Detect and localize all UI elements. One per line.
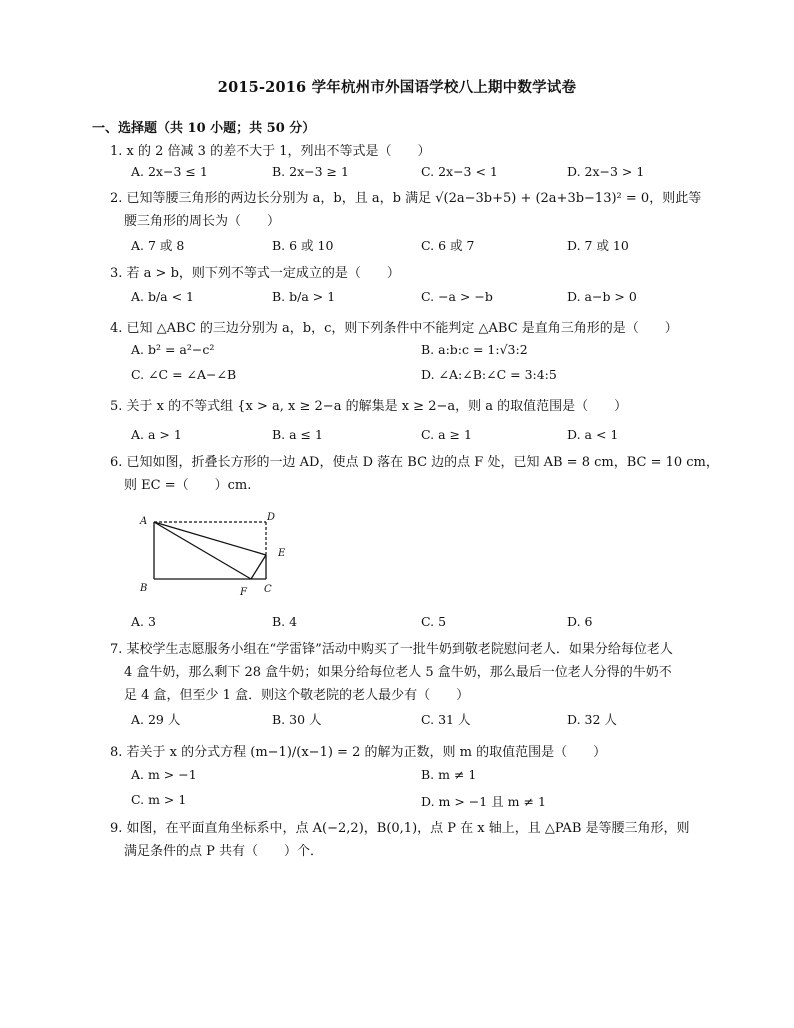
question-3-options (131, 289, 691, 311)
question-1 (110, 140, 710, 163)
question-2-options (131, 236, 691, 258)
question-7-text-line2: 4 盒牛奶，那么剩下 28 盒牛奶；如果分给每位老人 5 盒牛奶，那么最后一位老人分得的牛奶不 (124, 665, 672, 680)
q4-option-a: A. b² = a²−c² (131, 342, 215, 357)
q3-option-b: B. b/a > 1 (272, 289, 336, 304)
question-8 (110, 741, 710, 764)
q1-option-d: D. 2x−3 > 1 (567, 164, 645, 179)
q5-option-b: B. a ≤ 1 (272, 427, 323, 442)
q8-option-c: C. m > 1 (131, 792, 187, 807)
q5-option-a: A. a > 1 (131, 427, 182, 442)
question-7-text-line1: 7. 某校学生志愿服务小组在“学雷锋”活动中购买了一批牛奶到敬老院慰问老人．如果分给每位老人 (110, 642, 673, 657)
question-6 (110, 451, 719, 497)
question-3-text: 3. 若 a > b，则下列不等式一定成立的是（ ） (110, 266, 400, 281)
segment-af (154, 522, 251, 579)
label-e: E (278, 548, 286, 559)
q5-option-c: C. a ≥ 1 (421, 427, 472, 442)
q7-option-a: A. 29 人 (131, 712, 181, 727)
q7-option-b: B. 30 人 (272, 712, 322, 727)
question-7 (110, 638, 710, 707)
question-3 (110, 262, 710, 285)
question-7-options (131, 710, 691, 732)
q6-option-a: A. 3 (131, 614, 156, 629)
question-6-options (131, 614, 691, 636)
question-5-options (131, 427, 691, 449)
q1-option-a: A. 2x−3 ≤ 1 (131, 164, 208, 179)
question-6-text-line1: 6. 已知如图，折叠长方形的一边 AD，使点 D 落在 BC 边的点 F 处，已知 AB = 8 cm，BC = 10 cm， (110, 455, 719, 470)
question-4-options-row1 (131, 342, 691, 364)
question-9-text-line1: 9. 如图，在平面直角坐标系中，点 A(−2,2)，B(0,1)，点 P 在 x 轴上，且 △PAB 是等腰三角形，则 (110, 821, 690, 836)
question-2-text-line2: 腰三角形的周长为（ ） (124, 214, 281, 229)
q4-option-c: C. ∠C = ∠A−∠B (131, 367, 237, 382)
question-8-text: 8. 若关于 x 的分式方程 (m−1)/(x−1) = 2 的解为正数，则 m 的取值范围是（ ） (110, 745, 607, 760)
question-4-text: 4. 已知 △ABC 的三边分别为 a，b，c，则下列条件中不能判定 △ABC 是直角三角形的是（ ） (110, 321, 678, 336)
q7-option-d: D. 32 人 (567, 712, 617, 727)
q6-option-d: D. 6 (567, 614, 593, 629)
q6-option-c: C. 5 (421, 614, 447, 629)
q3-option-c: C. −a > −b (421, 289, 493, 304)
label-c: C (264, 584, 272, 595)
q4-option-b: B. a:b:c = 1:√3:2 (421, 342, 528, 357)
question-2-text-line1: 2. 已知等腰三角形的两边长分别为 a，b，且 a，b 满足 √(2a−3b+5) + (2a+3b−13)² = 0，则此等 (110, 191, 702, 206)
q2-option-b: B. 6 或 10 (272, 238, 334, 253)
label-b: B (140, 583, 148, 594)
q6-option-b: B. 4 (272, 614, 298, 629)
question-5-text: 5. 关于 x 的不等式组 {x > a, x ≥ 2−a 的解集是 x ≥ 2−a，则 a 的取值范围是（ ） (110, 399, 628, 414)
q7-option-c: C. 31 人 (421, 712, 471, 727)
label-a: A (140, 516, 148, 527)
fold-line-ae (154, 522, 266, 555)
question-9-text-line2: 满足条件的点 P 共有（ ）个． (124, 844, 324, 859)
q5-option-d: D. a < 1 (567, 427, 619, 442)
q8-option-b: B. m ≠ 1 (421, 767, 477, 782)
question-7-text-line3: 足 4 盒，但至少 1 盒．则这个敬老院的老人最少有（ ） (124, 688, 470, 703)
q1-option-c: C. 2x−3 < 1 (421, 164, 498, 179)
question-1-options (131, 164, 691, 186)
question-8-options-row2 (131, 792, 691, 814)
rectangle-fold-figure (134, 508, 304, 600)
question-4-options-row2 (131, 367, 691, 389)
q4-option-d: D. ∠A:∠B:∠C = 3:4:5 (421, 367, 557, 382)
section-heading: 一、选择题（共 10 小题；共 50 分） (92, 121, 316, 136)
q2-option-c: C. 6 或 7 (421, 238, 475, 253)
question-5 (110, 395, 710, 418)
q2-option-d: D. 7 或 10 (567, 238, 629, 253)
question-1-text: 1. x 的 2 倍减 3 的差不大于 1，列出不等式是（ ） (110, 144, 431, 159)
figure-lines (154, 522, 266, 579)
segment-fe (251, 555, 266, 579)
question-4 (110, 317, 710, 340)
question-6-text-line2: 则 EC =（ ）cm. (124, 478, 252, 493)
q2-option-a: A. 7 或 8 (131, 238, 185, 253)
question-9 (110, 817, 710, 863)
label-d: D (267, 512, 276, 523)
question-2 (110, 187, 710, 233)
q8-option-d: D. m > −1 且 m ≠ 1 (421, 794, 546, 809)
q3-option-a: A. b/a < 1 (131, 289, 195, 304)
page-title: 2015-2016 学年杭州市外国语学校八上期中数学试卷 (217, 79, 577, 96)
q3-option-d: D. a−b > 0 (567, 289, 637, 304)
q1-option-b: B. 2x−3 ≥ 1 (272, 164, 349, 179)
q8-option-a: A. m > −1 (131, 767, 197, 782)
label-f: F (240, 587, 247, 598)
question-8-options-row1 (131, 767, 691, 789)
